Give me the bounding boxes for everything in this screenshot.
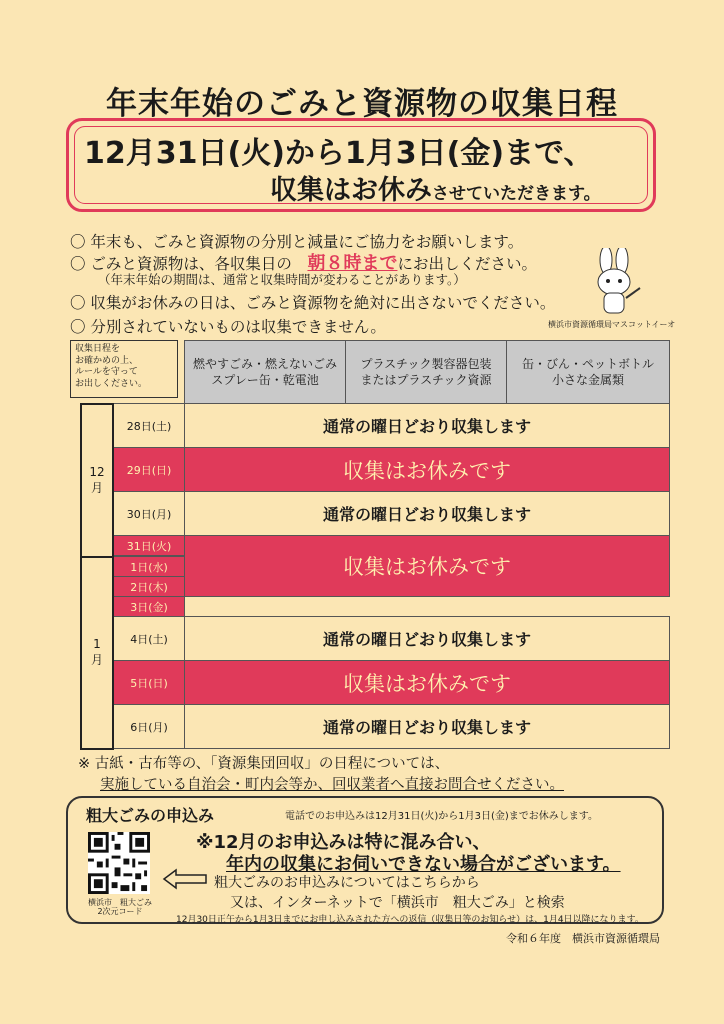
day-4: 4日(土) bbox=[113, 617, 185, 661]
bulky-waste-reply-note: 12月30日正午から1月3日までにお申し込みされた方への返信（収集日等のお知らせ）は、1月4日以降になります。 bbox=[176, 915, 644, 925]
bulky-waste-warning-1: ※12月のお申込みは特に混み合い、 bbox=[196, 832, 491, 853]
notice-1: 〇 年末も、ごみと資源物の分別と減量にご協力をお願いします。 bbox=[70, 233, 524, 251]
day-29: 29日(日) bbox=[113, 448, 185, 492]
status-normal: 通常の曜日どおり収集します bbox=[185, 492, 670, 536]
arrow-left-icon bbox=[162, 868, 208, 890]
day-2: 2日(木) bbox=[113, 577, 185, 597]
banner-dates: 12月31日(火)から1月3日(金)まで、 bbox=[84, 136, 594, 171]
bulky-waste-warning-2: 年内の収集にお伺いできない場合がございます。 bbox=[226, 854, 621, 875]
banner-bold: 収集はお休み bbox=[270, 175, 432, 206]
day-31: 31日(火) bbox=[113, 536, 185, 556]
status-off: 収集はお休みです bbox=[185, 536, 670, 597]
header-plastic: プラスチック製容器包装 またはプラスチック資源 bbox=[346, 341, 507, 404]
status-off: 収集はお休みです bbox=[185, 661, 670, 705]
footnote-line2: 実施している自治会・町内会等か、回収業者へ直接お問合せください。 bbox=[100, 777, 564, 793]
bulky-waste-search-text: 又は、インターネットで「横浜市 粗大ごみ」と検索 bbox=[230, 895, 565, 911]
day-28: 28日(土) bbox=[113, 404, 185, 448]
footnote-line1: ※ 古紙・古布等の、「資源集団回収」の日程については、 bbox=[78, 756, 450, 772]
status-normal: 通常の曜日どおり収集します bbox=[185, 705, 670, 749]
qr-code-icon[interactable] bbox=[88, 832, 150, 894]
status-normal: 通常の曜日どおり収集します bbox=[185, 404, 670, 448]
bulky-waste-phone-note: 電話でのお申込みは12月31日(火)から1月3日(金)までお休みします。 bbox=[285, 811, 598, 822]
page-title: 年末年始のごみと資源物の収集日程 bbox=[106, 86, 618, 122]
notice-time: 朝８時まで bbox=[307, 253, 398, 274]
footer-issuer: 令和６年度 横浜市資源循環局 bbox=[506, 932, 660, 945]
notice-2: 〇 ごみと資源物は、各収集日の 朝８時までにお出しください。 bbox=[70, 253, 537, 274]
notice-2-sub: （年末年始の期間は、通常と収集時間が変わることがあります。） bbox=[98, 272, 466, 287]
banner-small: させていただきます。 bbox=[432, 184, 601, 204]
status-off: 収集はお休みです bbox=[185, 448, 670, 492]
header-burnable: 燃やすごみ・燃えないごみ スプレー缶・乾電池 bbox=[185, 341, 346, 404]
day-6: 6日(月) bbox=[113, 705, 185, 749]
qr-code-label: 横浜市 粗大ごみ 2次元コード bbox=[88, 898, 152, 916]
mascot-icon bbox=[584, 248, 644, 318]
notice-4: 〇 分別されていないものは収集できません。 bbox=[70, 318, 386, 336]
notice-3: 〇 収集がお休みの日は、ごみと資源物を絶対に出さないでください。 bbox=[70, 294, 556, 312]
day-3: 3日(金) bbox=[113, 597, 185, 617]
status-normal: 通常の曜日どおり収集します bbox=[185, 617, 670, 661]
bulky-waste-title: 粗大ごみの申込み bbox=[86, 806, 215, 825]
month-jan: 1 月 bbox=[81, 557, 113, 749]
mascot-caption: 横浜市資源循環局マスコットイーオ bbox=[548, 320, 676, 329]
collection-schedule-table bbox=[80, 340, 670, 750]
month-dec: 12 月 bbox=[81, 404, 113, 557]
bulky-waste-link-text: 粗大ごみのお申込みについてはこちらから bbox=[214, 875, 480, 891]
header-cans: 缶・びん・ペットボトル 小さな金属類 bbox=[507, 341, 670, 404]
day-1: 1日(水) bbox=[113, 557, 185, 577]
banner-message bbox=[270, 168, 601, 207]
day-5: 5日(日) bbox=[113, 661, 185, 705]
day-30: 30日(月) bbox=[113, 492, 185, 536]
note-box: 収集日程を お確かめの上、 ルールを守って お出しください。 bbox=[70, 340, 178, 398]
